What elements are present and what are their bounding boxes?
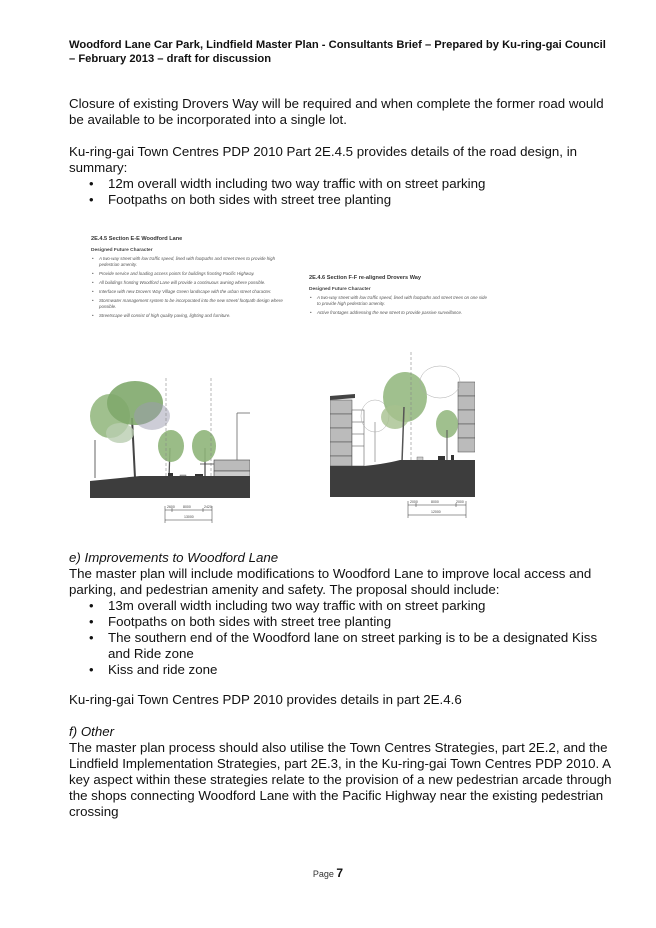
list-item: • Interface with new Drovers Way Village Green landscape with the urban street character. — [91, 289, 296, 295]
pdp-paragraph: Ku-ring-gai Town Centres PDP 2010 Part 2E.4.5 provides details of the road design, in summary: — [69, 144, 578, 175]
figure-right-title: 2E.4.6 Section F-F re-aligned Drovers Way — [309, 275, 422, 281]
section-e-bullet-list — [69, 598, 614, 678]
tree-illustration — [158, 430, 184, 478]
tree-illustration — [361, 366, 460, 462]
list-item: • Footpaths on both sides with street tree planting — [69, 614, 614, 630]
dimension-total: 13000 — [184, 515, 194, 519]
dimension-label: 8000 — [431, 500, 439, 504]
document-header — [69, 38, 609, 66]
section-e-heading: e) Improvements to Woodford Lane — [69, 550, 279, 565]
list-item: • Footpaths on both sides with street tree planting — [69, 192, 614, 208]
dimension-label: 2000 — [410, 500, 418, 504]
tree-illustration — [192, 430, 216, 478]
list-item: • All buildings fronting Woodford Lane will provide a continuous awning where possible. — [91, 280, 296, 286]
page-label: Page — [312, 869, 334, 879]
figure-right-subtitle: Designed Future Character — [309, 287, 371, 292]
list-item: • The southern end of the Woodford lane on street parking is to be a designated Kiss and Ride zone — [69, 630, 614, 662]
figure-right-bullets — [309, 295, 489, 315]
pdp-note: Ku-ring-gai Town Centres PDP 2010 provides details in part 2E.4.6 — [69, 692, 462, 707]
street-section-woodford-lane — [90, 378, 250, 523]
header-line-2: – February 2013 – draft for discussion — [69, 53, 272, 65]
list-item: • Streetscape will consist of high quality paving, lighting and furniture. — [91, 313, 296, 319]
intro-bullet-list — [69, 176, 614, 208]
building-illustration — [330, 394, 364, 466]
list-item: • A two-way street with low traffic speed, lined with footpaths and street trees on one side to provide high pedestrian amenity. — [309, 295, 489, 306]
building-illustration — [458, 382, 475, 452]
street-section-drovers-way — [330, 352, 475, 522]
section-f-heading: f) Other — [69, 724, 115, 739]
dimension-label: 2420 — [204, 505, 212, 509]
figure-left-subtitle: Designed Future Character — [91, 248, 153, 253]
list-item: • Provide service and loading access points for buildings fronting Pacific Highway. — [91, 271, 296, 277]
figure-left-title: 2E.4.5 Section E-E Woodford Lane — [91, 236, 183, 242]
dimension-label: 8000 — [183, 505, 191, 509]
figure-left-text — [91, 236, 296, 322]
dimension-total: 12000 — [431, 510, 441, 514]
list-item: • Stormwater management system to be incorporated into the new street/ footpath design where possible. — [91, 298, 296, 309]
list-item: • Active frontages addressing the new street to provide passive surveillance. — [309, 310, 489, 316]
header-line-1: Woodford Lane Car Park, Lindfield Master Plan - Consultants Brief – Prepared by Ku-ring-gai Council — [69, 39, 606, 51]
list-item: • 12m overall width including two way traffic with on street parking — [69, 176, 614, 192]
section-e-paragraph: The master plan will include modifications to Woodford Lane to improve local access and parking, and pedestrian amenity and safety. The proposal should include: — [69, 566, 592, 597]
closure-paragraph: Closure of existing Drovers Way will be required and when complete the former road would be available to be incorporated into a single lot. — [69, 96, 604, 127]
list-item: • 13m overall width including two way traffic with on street parking — [69, 598, 614, 614]
page-number: 7 — [336, 866, 344, 880]
list-item: • Kiss and ride zone — [69, 662, 614, 678]
list-item: • A two-way street with low traffic speed, lined with footpaths and street trees to provide high pedestrian amenity. — [91, 256, 296, 267]
figure-left-bullets — [91, 256, 296, 319]
ground-section — [90, 476, 250, 498]
figure-right-text — [309, 275, 489, 319]
page-footer — [0, 866, 656, 880]
dimension-label: 2000 — [456, 500, 464, 504]
tree-illustration — [90, 381, 170, 478]
section-f-paragraph: The master plan process should also utilise the Town Centres Strategies, part 2E.2, and the Lindfield Implementation Strategies, part 2E.3, in the Ku-ring-gai Town Centres PDP 2010. A key aspect within these strategies relate to the provision of a new pedestrian arcade through the shops connecting Woodford Lane with the Pacific Highway near the existing pedestrian crossing — [69, 740, 612, 819]
dimension-label: 2600 — [167, 505, 175, 509]
